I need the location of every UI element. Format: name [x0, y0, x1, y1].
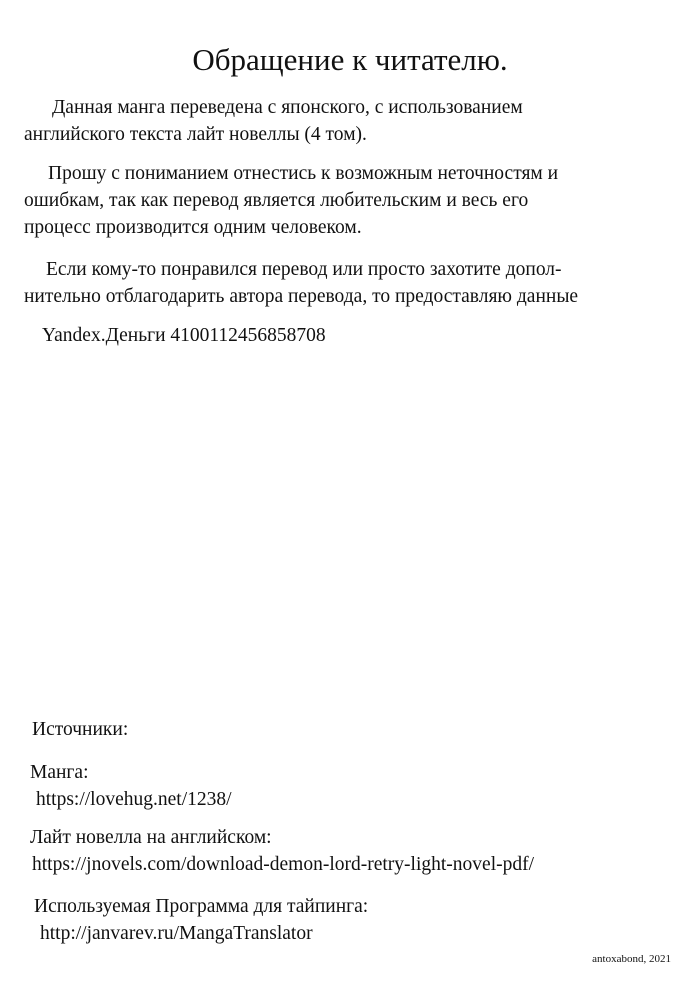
yandex-money-account: Yandex.Деньги 4100112456858708	[42, 325, 326, 346]
manga-source	[30, 759, 232, 813]
program-source-link[interactable]: http://janvarev.ru/MangaTranslator	[40, 923, 313, 944]
donation-paragraph	[24, 256, 684, 310]
apology-paragraph	[24, 160, 684, 241]
manga-source-link[interactable]: https://lovehug.net/1238/	[36, 789, 232, 810]
paragraph-line: Если кому-то понравился перевод или просто захотите допол-	[46, 259, 562, 280]
page-title: Обращение к читателю.	[192, 42, 508, 77]
novel-source-link[interactable]: https://jnovels.com/download-demon-lord-retry-light-novel-pdf/	[32, 854, 535, 875]
paragraph-line: английского текста лайт новеллы (4 том).	[24, 124, 367, 145]
donation-details	[42, 322, 700, 349]
manga-source-label: Манга:	[30, 762, 89, 783]
paragraph-line: ошибкам, так как перевод является любительским и весь его	[24, 190, 529, 211]
paragraph-line: процесс производится одним человеком.	[24, 217, 362, 238]
sources-heading: Источники:	[32, 719, 129, 740]
paragraph-line: Прошу с пониманием отнестись к возможным неточностям и	[48, 163, 559, 184]
paragraph-line: нительно отблагодарить автора перевода, то предоставляю данные	[24, 286, 579, 307]
paragraph-line: Данная манга переведена с японского, с использованием	[52, 97, 523, 118]
novel-source	[30, 824, 534, 878]
intro-paragraph	[24, 94, 684, 148]
program-source-label: Используемая Программа для тайпинга:	[34, 896, 369, 917]
credit-signature: antoxabond, 2021	[592, 953, 671, 965]
novel-source-label: Лайт новелла на английском:	[30, 827, 272, 848]
program-source	[34, 893, 368, 947]
